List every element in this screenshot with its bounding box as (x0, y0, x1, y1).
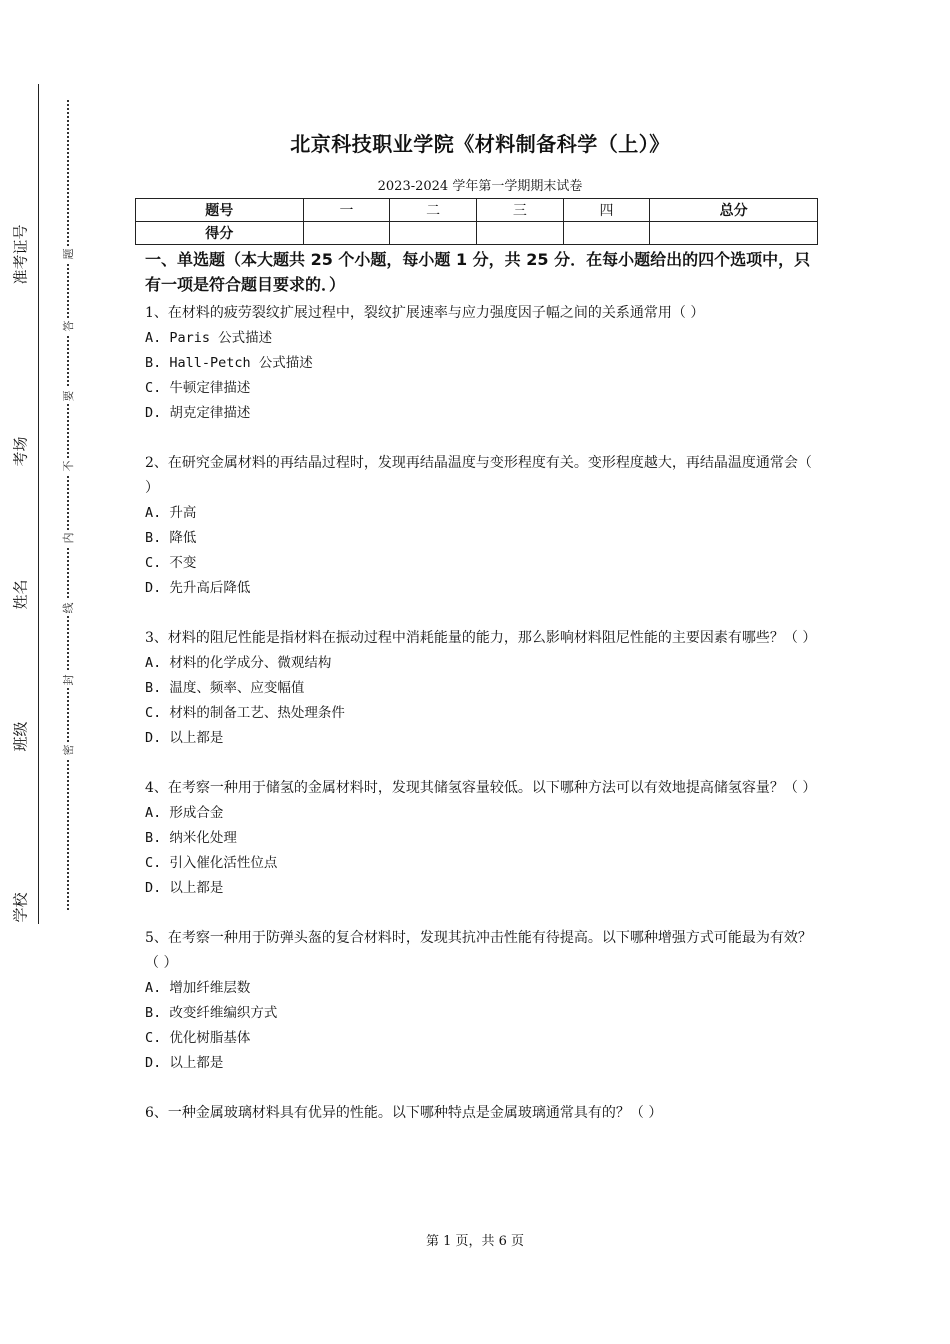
question-stem: 6、一种金属玻璃材料具有优异的性能。以下哪种特点是金属玻璃通常具有的？（ ） (145, 1105, 663, 1121)
side-label-exam-id: 准考证号 (11, 224, 30, 285)
score-cell: 三 (476, 199, 563, 222)
question-option: A. 形成合金 (145, 805, 224, 821)
score-input-cell (650, 222, 818, 245)
side-label-school: 学校 (11, 892, 30, 923)
question-option: B. Hall-Petch 公式描述 (145, 355, 313, 371)
dotted-char: 不 (60, 458, 76, 474)
question-option: A. 升高 (145, 505, 197, 521)
score-cell: 四 (563, 199, 650, 222)
dotted-char: 封 (60, 672, 76, 688)
question-item (145, 926, 815, 1076)
side-label-class: 班级 (11, 721, 30, 752)
question-stem: 4、在考察一种用于储氢的金属材料时，发现其储氢容量较低。以下哪种方法可以有效地提高储氢容量？（ ） (145, 780, 817, 796)
exam-page (145, 128, 815, 1126)
question-option: A. 材料的化学成分、微观结构 (145, 655, 332, 671)
dotted-char: 密 (60, 742, 76, 758)
question-option: C. 材料的制备工艺、热处理条件 (145, 705, 345, 721)
question-item (145, 451, 815, 601)
question-stem: 1、在材料的疲劳裂纹扩展过程中，裂纹扩展速率与应力强度因子幅之间的关系通常用（ ） (145, 305, 705, 321)
binding-dotted-line (67, 100, 69, 910)
question-item (145, 301, 815, 426)
dotted-char: 题 (60, 246, 76, 262)
question-option: B. 纳米化处理 (145, 830, 237, 846)
dotted-char: 线 (60, 600, 76, 616)
question-option: C. 牛顿定律描述 (145, 380, 251, 396)
question-option: D. 胡克定律描述 (145, 405, 251, 421)
score-table (135, 198, 818, 245)
dotted-char: 内 (60, 530, 76, 546)
question-option: B. 温度、频率、应变幅值 (145, 680, 305, 696)
question-option: A. 增加纤维层数 (145, 980, 251, 996)
question-option: D. 以上都是 (145, 730, 224, 746)
binding-solid-line (38, 84, 39, 924)
score-input-cell (476, 222, 563, 245)
page-footer: 第 1 页，共 6 页 (425, 1234, 525, 1249)
exam-subtitle: 2023-2024 学年第一学期期末试卷 (377, 179, 583, 194)
score-cell: 总分 (650, 199, 818, 222)
question-option: C. 引入催化活性位点 (145, 855, 278, 871)
question-item (145, 626, 815, 751)
question-option: A. Paris 公式描述 (145, 330, 273, 346)
question-item (145, 776, 815, 901)
question-option: B. 改变纤维编织方式 (145, 1005, 278, 1021)
score-input-cell (563, 222, 650, 245)
score-cell: 一 (303, 199, 390, 222)
question-item (145, 1101, 815, 1126)
dotted-char: 要 (60, 388, 76, 404)
question-stem: 3、材料的阻尼性能是指材料在振动过程中消耗能量的能力，那么影响材料阻尼性能的主要因素有哪些？（ ） (145, 630, 817, 646)
question-option: C. 优化树脂基体 (145, 1030, 251, 1046)
score-cell: 得分 (136, 222, 304, 245)
question-list (145, 301, 815, 1126)
side-label-exam-room: 考场 (11, 436, 30, 467)
section-heading: 一、单选题（本大题共 25 个小题，每小题 1 分，共 25 分．在每小题给出的四个选项中，只有一项是符合题目要求的．） (145, 250, 811, 294)
question-option: B. 降低 (145, 530, 197, 546)
side-label-name: 姓名 (11, 579, 30, 610)
question-option: D. 先升高后降低 (145, 580, 251, 596)
dotted-char: 答 (60, 318, 76, 334)
exam-title: 北京科技职业学院《材料制备科学（上）》 (290, 132, 670, 156)
score-table-score-row (136, 222, 818, 245)
question-option: D. 以上都是 (145, 1055, 224, 1071)
score-input-cell (303, 222, 390, 245)
question-stem: 2、在研究金属材料的再结晶过程时，发现再结晶温度与变形程度有关。变形程度越大，再结晶温度通常会（ ） (145, 455, 812, 496)
question-option: C. 不变 (145, 555, 197, 571)
question-stem: 5、在考察一种用于防弹头盔的复合材料时，发现其抗冲击性能有待提高。以下哪种增强方式可能最为有效？（ ） (145, 930, 812, 971)
score-table-header-row (136, 199, 818, 222)
score-input-cell (390, 222, 477, 245)
score-cell: 二 (390, 199, 477, 222)
question-option: D. 以上都是 (145, 880, 224, 896)
score-cell: 题号 (136, 199, 304, 222)
